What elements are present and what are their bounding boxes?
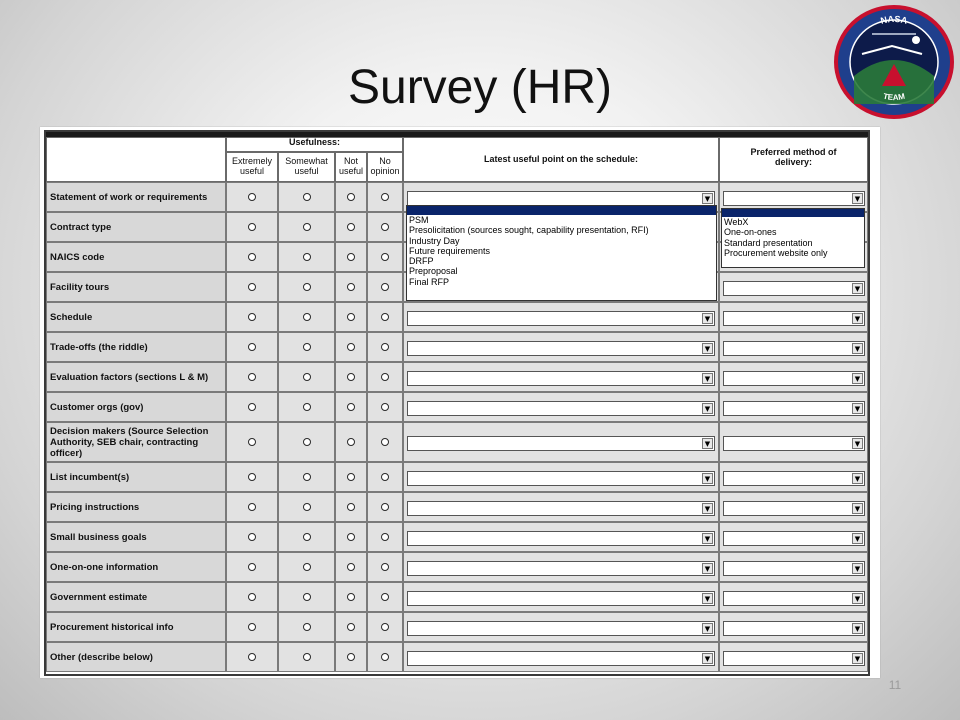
not-useful-radio[interactable] <box>347 533 355 541</box>
somewhat-useful-radio[interactable] <box>303 623 311 631</box>
no-opinion-cell <box>367 332 403 362</box>
not-useful-radio[interactable] <box>347 373 355 381</box>
extremely-useful-cell <box>226 242 278 272</box>
extremely-useful-radio[interactable] <box>248 533 256 541</box>
dropdown-arrow-icon[interactable]: ▼ <box>852 653 863 664</box>
dropdown-arrow-icon[interactable]: ▼ <box>852 193 863 204</box>
not-useful-cell <box>335 522 367 552</box>
delivery-select[interactable] <box>723 401 865 416</box>
delivery-select[interactable] <box>723 281 865 296</box>
no-opinion-cell <box>367 212 403 242</box>
delivery-dropdown-list[interactable] <box>721 208 865 268</box>
dropdown-arrow-icon[interactable]: ▼ <box>852 473 863 484</box>
somewhat-useful-cell <box>278 612 335 642</box>
not-useful-cell <box>335 212 367 242</box>
delivery-cell <box>719 332 868 362</box>
somewhat-useful-cell <box>278 332 335 362</box>
schedule-option[interactable]: Future requirements <box>409 245 491 256</box>
extremely-useful-cell <box>226 272 278 302</box>
somewhat-useful-cell <box>278 422 335 462</box>
no-opinion-cell <box>367 612 403 642</box>
schedule-option[interactable]: DRFP <box>409 256 434 267</box>
schedule-cell <box>403 302 719 332</box>
delivery-select[interactable] <box>723 651 865 666</box>
row-label: Trade-offs (the riddle) <box>46 332 226 362</box>
extremely-useful-radio[interactable] <box>248 438 256 446</box>
delivery-select[interactable] <box>723 501 865 516</box>
somewhat-useful-radio[interactable] <box>303 403 311 411</box>
delivery-cell <box>719 612 868 642</box>
delivery-cell <box>719 422 868 462</box>
dropdown-arrow-icon[interactable]: ▼ <box>702 593 713 604</box>
extremely-useful-radio[interactable] <box>248 593 256 601</box>
row-label: Contract type <box>46 212 226 242</box>
delivery-cell <box>719 272 868 302</box>
extremely-useful-radio[interactable] <box>248 503 256 511</box>
no-opinion-radio[interactable] <box>381 533 389 541</box>
not-useful-cell <box>335 362 367 392</box>
jsc-procurement-logo <box>832 4 956 120</box>
delivery-select[interactable] <box>723 191 865 206</box>
extremely-useful-cell <box>226 642 278 672</box>
extremely-useful-radio[interactable] <box>248 343 256 351</box>
delivery-select[interactable] <box>723 436 865 451</box>
dropdown-arrow-icon[interactable]: ▼ <box>852 563 863 574</box>
extremely-useful-radio[interactable] <box>248 193 256 201</box>
extremely-useful-cell <box>226 492 278 522</box>
extremely-useful-cell <box>226 462 278 492</box>
somewhat-useful-radio[interactable] <box>303 373 311 381</box>
row-label: Other (describe below) <box>46 642 226 672</box>
not-useful-radio[interactable] <box>347 438 355 446</box>
extremely-useful-radio[interactable] <box>248 473 256 481</box>
no-opinion-cell <box>367 422 403 462</box>
dropdown-arrow-icon[interactable]: ▼ <box>852 503 863 514</box>
extremely-useful-cell <box>226 422 278 462</box>
not-useful-cell <box>335 582 367 612</box>
extremely-useful-cell <box>226 582 278 612</box>
no-opinion-cell <box>367 272 403 302</box>
not-useful-cell <box>335 612 367 642</box>
extremely-useful-cell <box>226 362 278 392</box>
schedule-dropdown-list[interactable] <box>406 205 717 301</box>
not-useful-radio[interactable] <box>347 473 355 481</box>
somewhat-useful-radio[interactable] <box>303 533 311 541</box>
dropdown-arrow-icon[interactable]: ▼ <box>702 343 713 354</box>
delivery-option[interactable]: WebX <box>724 217 749 227</box>
delivery-select[interactable] <box>723 531 865 546</box>
delivery-column-header <box>719 137 868 182</box>
not-useful-label: Not useful <box>338 156 364 176</box>
dropdown-arrow-icon[interactable]: ▼ <box>702 373 713 384</box>
delivery-cell <box>719 492 868 522</box>
not-useful-cell <box>335 182 367 212</box>
schedule-select[interactable] <box>407 471 715 486</box>
somewhat-useful-radio[interactable] <box>303 503 311 511</box>
row-label: Small business goals <box>46 522 226 552</box>
delivery-cell <box>719 522 868 552</box>
dropdown-arrow-icon[interactable]: ▼ <box>852 343 863 354</box>
somewhat-useful-radio[interactable] <box>303 653 311 661</box>
delivery-option[interactable]: Procurement website only <box>724 247 828 258</box>
extremely-useful-radio[interactable] <box>248 653 256 661</box>
somewhat-useful-radio[interactable] <box>303 283 311 291</box>
somewhat-useful-radio[interactable] <box>303 563 311 571</box>
schedule-option[interactable]: Preproposal <box>409 266 458 277</box>
somewhat-useful-cell <box>278 242 335 272</box>
row-label: Evaluation factors (sections L & M) <box>46 362 226 392</box>
row-label: List incumbent(s) <box>46 462 226 492</box>
extremely-useful-cell <box>226 522 278 552</box>
schedule-select[interactable] <box>407 561 715 576</box>
somewhat-useful-cell <box>278 492 335 522</box>
no-opinion-header <box>367 152 403 182</box>
page-number: 11 <box>888 678 902 692</box>
not-useful-cell <box>335 242 367 272</box>
somewhat-useful-cell <box>278 462 335 492</box>
no-opinion-cell <box>367 492 403 522</box>
schedule-option[interactable]: Presolicitation (sources sought, capability presentation, RFI) <box>409 225 649 236</box>
extremely-useful-cell <box>226 182 278 212</box>
not-useful-radio[interactable] <box>347 593 355 601</box>
schedule-select[interactable] <box>407 371 715 386</box>
dropdown-arrow-icon[interactable]: ▼ <box>702 473 713 484</box>
delivery-cell <box>719 552 868 582</box>
row-label: NAICS code <box>46 242 226 272</box>
not-useful-radio[interactable] <box>347 653 355 661</box>
no-opinion-radio[interactable] <box>381 193 389 201</box>
not-useful-cell <box>335 462 367 492</box>
somewhat-useful-radio[interactable] <box>303 438 311 446</box>
delivery-column-label: Preferred method of delivery: <box>750 147 837 167</box>
extremely-useful-cell <box>226 302 278 332</box>
no-opinion-radio[interactable] <box>381 563 389 571</box>
row-label: One-on-one information <box>46 552 226 582</box>
no-opinion-cell <box>367 362 403 392</box>
dropdown-arrow-icon[interactable]: ▼ <box>852 593 863 604</box>
not-useful-cell <box>335 422 367 462</box>
row-label: Customer orgs (gov) <box>46 392 226 422</box>
row-label: Pricing instructions <box>46 492 226 522</box>
schedule-option[interactable]: Final RFP <box>409 276 450 287</box>
somewhat-useful-cell <box>278 182 335 212</box>
schedule-select[interactable] <box>407 621 715 636</box>
schedule-select[interactable] <box>407 341 715 356</box>
schedule-cell <box>403 522 719 552</box>
schedule-column-header <box>403 137 719 182</box>
delivery-option-list <box>722 217 864 258</box>
somewhat-useful-cell <box>278 392 335 422</box>
extremely-useful-header <box>226 152 278 182</box>
somewhat-useful-cell <box>278 582 335 612</box>
extremely-useful-radio[interactable] <box>248 313 256 321</box>
row-label: Facility tours <box>46 272 226 302</box>
logo-top-text: NASA <box>879 13 909 26</box>
no-opinion-radio[interactable] <box>381 253 389 261</box>
dropdown-arrow-icon[interactable]: ▼ <box>702 503 713 514</box>
somewhat-useful-cell <box>278 272 335 302</box>
somewhat-useful-header <box>278 152 335 182</box>
usefulness-header: Usefulness: <box>226 137 403 152</box>
somewhat-useful-cell <box>278 642 335 672</box>
extremely-useful-cell <box>226 332 278 362</box>
delivery-select[interactable] <box>723 471 865 486</box>
dropdown-arrow-icon[interactable]: ▼ <box>852 533 863 544</box>
delivery-select[interactable] <box>723 371 865 386</box>
no-opinion-cell <box>367 552 403 582</box>
schedule-select[interactable] <box>407 591 715 606</box>
extremely-useful-cell <box>226 392 278 422</box>
extremely-useful-radio[interactable] <box>248 253 256 261</box>
no-opinion-cell <box>367 242 403 272</box>
not-useful-radio[interactable] <box>347 193 355 201</box>
schedule-select[interactable] <box>407 436 715 451</box>
no-opinion-radio[interactable] <box>381 593 389 601</box>
no-opinion-radio[interactable] <box>381 653 389 661</box>
not-useful-radio[interactable] <box>347 223 355 231</box>
no-opinion-radio[interactable] <box>381 473 389 481</box>
somewhat-useful-cell <box>278 552 335 582</box>
schedule-select[interactable] <box>407 311 715 326</box>
delivery-cell <box>719 362 868 392</box>
somewhat-useful-radio[interactable] <box>303 593 311 601</box>
delivery-cell <box>719 392 868 422</box>
not-useful-radio[interactable] <box>347 253 355 261</box>
dropdown-arrow-icon[interactable]: ▼ <box>852 283 863 294</box>
dropdown-arrow-icon[interactable]: ▼ <box>852 623 863 634</box>
schedule-select[interactable] <box>407 191 715 206</box>
schedule-cell <box>403 492 719 522</box>
no-opinion-radio[interactable] <box>381 503 389 511</box>
somewhat-useful-radio[interactable] <box>303 313 311 321</box>
extremely-useful-cell <box>226 212 278 242</box>
somewhat-useful-cell <box>278 302 335 332</box>
schedule-cell <box>403 582 719 612</box>
extremely-useful-radio[interactable] <box>248 403 256 411</box>
extremely-useful-radio[interactable] <box>248 563 256 571</box>
schedule-cell <box>403 362 719 392</box>
schedule-cell <box>403 612 719 642</box>
no-opinion-radio[interactable] <box>381 623 389 631</box>
delivery-cell <box>719 582 868 612</box>
dropdown-arrow-icon[interactable]: ▼ <box>702 623 713 634</box>
no-opinion-radio[interactable] <box>381 343 389 351</box>
no-opinion-cell <box>367 642 403 672</box>
schedule-select[interactable] <box>407 531 715 546</box>
not-useful-cell <box>335 642 367 672</box>
not-useful-radio[interactable] <box>347 563 355 571</box>
svg-text:TEAM <box>882 92 906 103</box>
row-label-header <box>46 137 226 182</box>
row-label: Government estimate <box>46 582 226 612</box>
delivery-select[interactable] <box>723 341 865 356</box>
schedule-column-label: Latest useful point on the schedule: <box>483 154 638 164</box>
no-opinion-cell <box>367 522 403 552</box>
schedule-cell <box>403 642 719 672</box>
not-useful-radio[interactable] <box>347 403 355 411</box>
no-opinion-label: No opinion <box>370 156 400 176</box>
extremely-useful-cell <box>226 552 278 582</box>
dropdown-arrow-icon[interactable]: ▼ <box>852 313 863 324</box>
not-useful-header <box>335 152 367 182</box>
schedule-option[interactable]: PSM <box>409 215 429 225</box>
not-useful-radio[interactable] <box>347 503 355 511</box>
not-useful-cell <box>335 552 367 582</box>
delivery-select[interactable] <box>723 621 865 636</box>
extremely-useful-label: Extremely useful <box>231 156 272 176</box>
dropdown-arrow-icon[interactable]: ▼ <box>852 403 863 414</box>
not-useful-radio[interactable] <box>347 623 355 631</box>
row-label: Statement of work or requirements <box>46 182 226 212</box>
no-opinion-cell <box>367 462 403 492</box>
schedule-select[interactable] <box>407 401 715 416</box>
no-opinion-radio[interactable] <box>381 438 389 446</box>
delivery-select[interactable] <box>723 561 865 576</box>
somewhat-useful-label: Somewhat useful <box>285 156 328 176</box>
dropdown-arrow-icon[interactable]: ▼ <box>702 563 713 574</box>
somewhat-useful-radio[interactable] <box>303 193 311 201</box>
dropdown-arrow-icon[interactable]: ▼ <box>852 438 863 449</box>
no-opinion-cell <box>367 392 403 422</box>
delivery-cell <box>719 302 868 332</box>
delivery-option[interactable]: Standard presentation <box>724 237 813 248</box>
row-label: Decision makers (Source Selection Authority, SEB chair, contracting officer) <box>46 422 226 462</box>
survey-grid <box>44 130 870 676</box>
delivery-option[interactable]: One-on-ones <box>724 227 777 238</box>
no-opinion-radio[interactable] <box>381 373 389 381</box>
schedule-option-list <box>407 215 716 287</box>
schedule-select[interactable] <box>407 651 715 666</box>
delivery-cell <box>719 642 868 672</box>
delivery-select[interactable] <box>723 591 865 606</box>
delivery-select[interactable] <box>723 311 865 326</box>
dropdown-arrow-icon[interactable]: ▼ <box>702 193 713 204</box>
dropdown-arrow-icon[interactable]: ▼ <box>702 533 713 544</box>
no-opinion-radio[interactable] <box>381 313 389 321</box>
dropdown-arrow-icon[interactable]: ▼ <box>852 373 863 384</box>
somewhat-useful-cell <box>278 212 335 242</box>
schedule-select[interactable] <box>407 501 715 516</box>
schedule-highlighted-option[interactable] <box>407 206 716 215</box>
slide-title: Survey (HR) <box>347 61 613 114</box>
row-label: Procurement historical info <box>46 612 226 642</box>
no-opinion-radio[interactable] <box>381 403 389 411</box>
no-opinion-cell <box>367 182 403 212</box>
row-label: Schedule <box>46 302 226 332</box>
no-opinion-radio[interactable] <box>381 223 389 231</box>
survey-form-screenshot <box>40 127 880 678</box>
somewhat-useful-radio[interactable] <box>303 223 311 231</box>
delivery-cell <box>719 462 868 492</box>
not-useful-radio[interactable] <box>347 313 355 321</box>
somewhat-useful-radio[interactable] <box>303 343 311 351</box>
not-useful-radio[interactable] <box>347 283 355 291</box>
not-useful-cell <box>335 272 367 302</box>
schedule-cell <box>403 552 719 582</box>
dropdown-arrow-icon[interactable]: ▼ <box>702 313 713 324</box>
extremely-useful-radio[interactable] <box>248 623 256 631</box>
somewhat-useful-cell <box>278 362 335 392</box>
not-useful-cell <box>335 392 367 422</box>
logo-bottom-text: TEAM <box>882 91 906 103</box>
dropdown-arrow-icon[interactable]: ▼ <box>702 653 713 664</box>
somewhat-useful-radio[interactable] <box>303 473 311 481</box>
extremely-useful-radio[interactable] <box>248 283 256 291</box>
not-useful-cell <box>335 332 367 362</box>
extremely-useful-cell <box>226 612 278 642</box>
no-opinion-cell <box>367 302 403 332</box>
not-useful-cell <box>335 302 367 332</box>
somewhat-useful-cell <box>278 522 335 552</box>
delivery-highlighted-option[interactable] <box>722 209 864 217</box>
dropdown-arrow-icon[interactable]: ▼ <box>702 403 713 414</box>
schedule-option[interactable]: Industry Day <box>409 235 460 246</box>
schedule-cell <box>403 422 719 462</box>
extremely-useful-radio[interactable] <box>248 223 256 231</box>
dropdown-arrow-icon[interactable]: ▼ <box>702 438 713 449</box>
no-opinion-radio[interactable] <box>381 283 389 291</box>
no-opinion-cell <box>367 582 403 612</box>
schedule-cell <box>403 392 719 422</box>
schedule-cell <box>403 462 719 492</box>
extremely-useful-radio[interactable] <box>248 373 256 381</box>
not-useful-radio[interactable] <box>347 343 355 351</box>
schedule-cell <box>403 332 719 362</box>
somewhat-useful-radio[interactable] <box>303 253 311 261</box>
not-useful-cell <box>335 492 367 522</box>
